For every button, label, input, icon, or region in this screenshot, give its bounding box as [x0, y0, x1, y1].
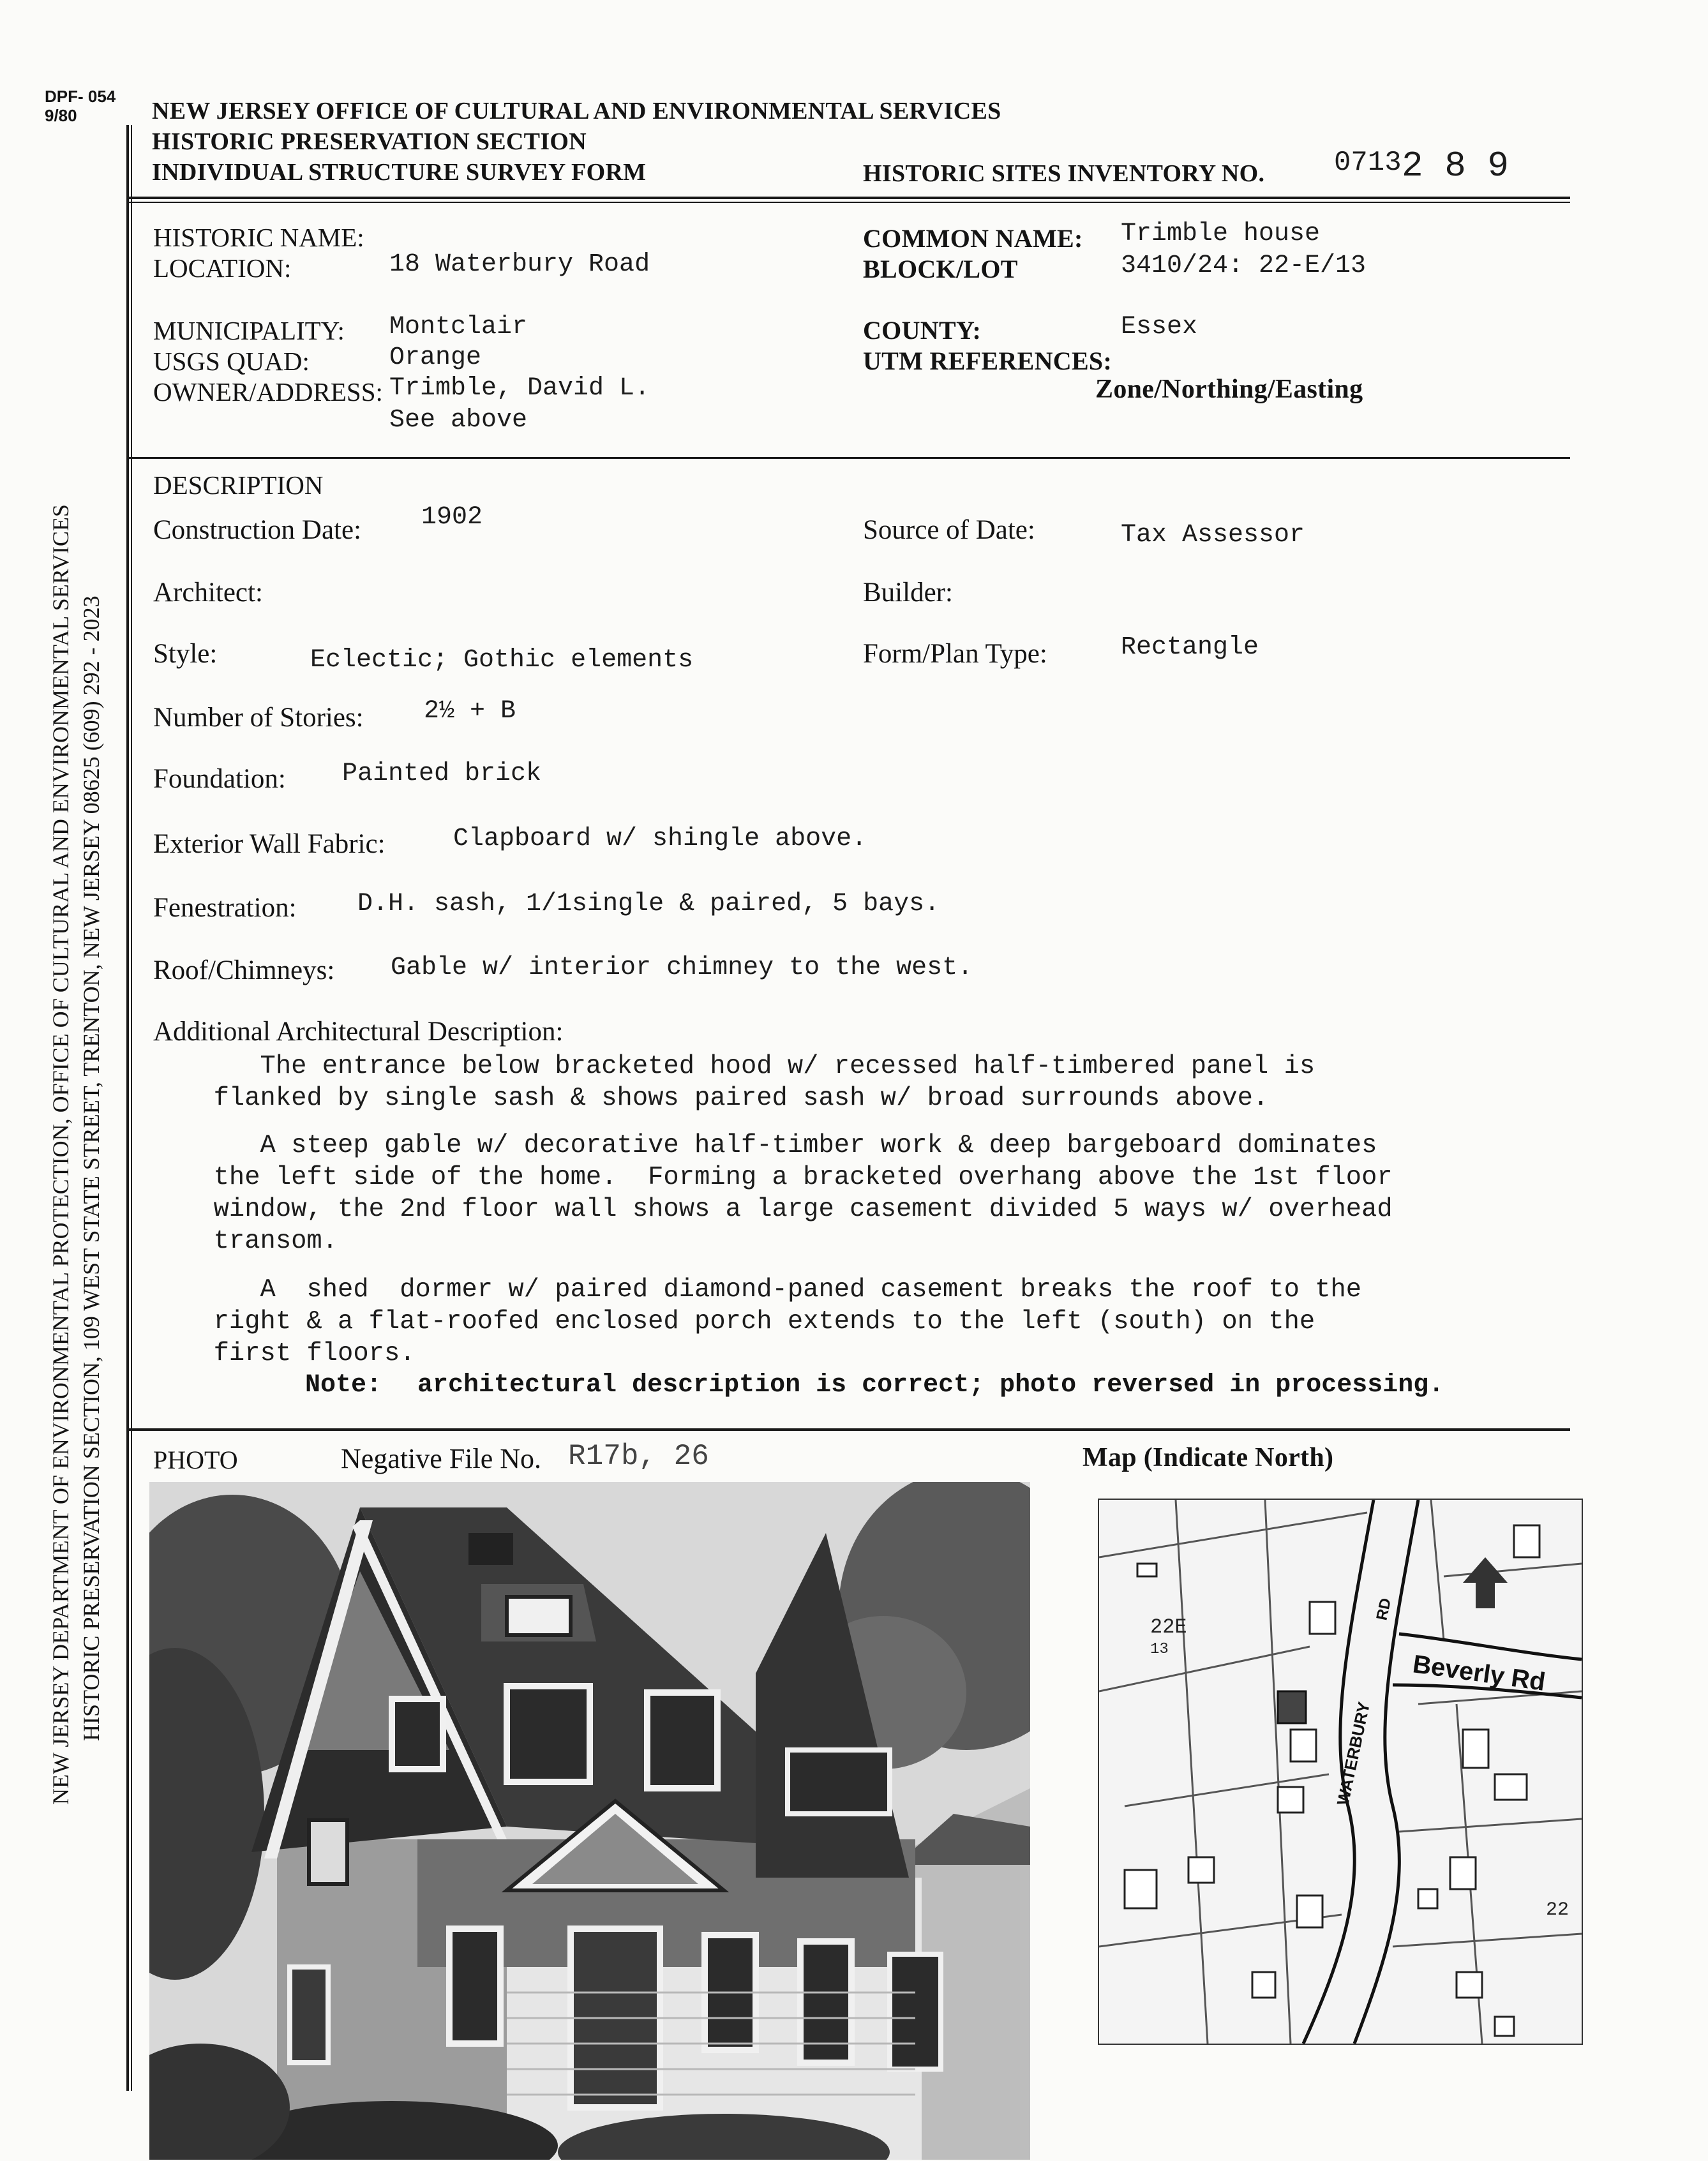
foundation-value: Painted brick	[342, 759, 542, 788]
style-label: Style:	[153, 639, 218, 669]
form-plan-label: Form/Plan Type:	[863, 639, 1047, 669]
owner-value: Trimble, David L.	[389, 374, 650, 403]
architect-label: Architect:	[153, 578, 263, 608]
side-text-line-1: NEW JERSEY DEPARTMENT OF ENVIRONMENTAL PROTECTION, OFFICE OF CULTURAL AND ENVIRONMENTAL SERVICES	[48, 504, 73, 1805]
description-heading: DESCRIPTION	[153, 470, 324, 500]
block-lot-label: BLOCK/LOT	[863, 255, 1018, 283]
municipality-label: MUNICIPALITY:	[153, 316, 345, 345]
waterbury-road-label: WATERBURY	[1333, 1700, 1374, 1807]
inventory-prefix: 0713	[1334, 147, 1402, 179]
lot-label-22: 22	[1546, 1899, 1569, 1921]
construction-date-label: Construction Date:	[153, 515, 362, 545]
description-paragraph-2: A steep gable w/ decorative half-timber work & deep bargeboard dominates the left side of the home. Forming a bracketed overhang above the 1st floor window, the 2nd floor wall shows a large casement divided 5 ways w/ overhead transom.	[213, 1131, 1393, 1256]
historic-name-label: HISTORIC NAME:	[153, 223, 364, 252]
utm-label: UTM REFERENCES:	[863, 347, 1112, 375]
builder-label: Builder:	[863, 578, 953, 608]
agency-line-2: HISTORIC PRESERVATION SECTION	[152, 128, 587, 155]
county-value: Essex	[1121, 313, 1198, 341]
roof-chimneys-label: Roof/Chimneys:	[153, 955, 335, 985]
location-value: 18 Waterbury Road	[389, 250, 650, 279]
roof-chimneys-value: Gable w/ interior chimney to the west.	[391, 953, 973, 982]
style-value: Eclectic; Gothic elements	[310, 646, 694, 675]
photo-section-rule	[126, 1428, 1570, 1431]
form-number: DPF- 054	[45, 87, 116, 106]
form-date: 9/80	[45, 106, 77, 125]
construction-date-value: 1902	[421, 503, 483, 532]
foundation-label: Foundation:	[153, 764, 286, 794]
negative-file-label: Negative File No.	[341, 1443, 542, 1474]
negative-file-value: R17b, 26	[568, 1440, 709, 1473]
description-paragraph-3: A shed dormer w/ paired diamond-paned casement breaks the roof to the right & a flat-roofed enclosed porch extends to the left (south) on the first floors.	[213, 1275, 1362, 1368]
location-label: LOCATION:	[153, 253, 292, 283]
fenestration-label: Fenestration:	[153, 893, 297, 923]
wall-fabric-value: Clapboard w/ shingle above.	[453, 825, 867, 853]
note-text: architectural description is correct; photo reversed in processing.	[417, 1371, 1444, 1400]
agency-line-1: NEW JERSEY OFFICE OF CULTURAL AND ENVIRONMENTAL SERVICES	[152, 98, 1001, 124]
header-rule	[126, 197, 1570, 199]
stories-value: 2½ + B	[424, 697, 516, 726]
beverly-road-label: Beverly Rd	[1411, 1650, 1547, 1696]
common-name-value: Trimble house	[1121, 220, 1321, 248]
inventory-number: 2 8 9	[1402, 146, 1509, 186]
photo-label: PHOTO	[153, 1446, 238, 1474]
source-of-date-value: Tax Assessor	[1121, 521, 1305, 550]
owner-label: OWNER/ADDRESS:	[153, 377, 383, 407]
note-label: Note:	[305, 1371, 382, 1400]
common-name-label: COMMON NAME:	[863, 224, 1083, 253]
block-lot-value: 3410/24: 22-E/13	[1121, 251, 1367, 280]
usgs-quad-value: Orange	[389, 343, 482, 372]
site-map	[1098, 1499, 1583, 2045]
additional-description-label: Additional Architectural Description:	[153, 1017, 564, 1047]
stories-label: Number of Stories:	[153, 703, 364, 733]
header-rule-inner	[126, 202, 1570, 203]
map-label: Map (Indicate North)	[1082, 1443, 1334, 1472]
owner-address-value: See above	[389, 406, 528, 435]
wall-fabric-label: Exterior Wall Fabric:	[153, 829, 386, 859]
description-paragraph-1: The entrance below bracketed hood w/ recessed half-timbered panel is flanked by single sash & shows paired sash w/ broad surrounds above.	[213, 1052, 1315, 1113]
side-text-line-2: HISTORIC PRESERVATION SECTION, 109 WEST STATE STREET, TRENTON, NEW JERSEY 08625 (609) 292 - 2023	[79, 595, 104, 1741]
form-code	[45, 87, 116, 125]
house-photo-illustration	[149, 1482, 1030, 2160]
site-map-illustration	[1099, 1500, 1582, 2044]
form-plan-value: Rectangle	[1121, 633, 1259, 662]
fenestration-value: D.H. sash, 1/1single & paired, 5 bays.	[357, 890, 940, 918]
source-of-date-label: Source of Date:	[863, 515, 1035, 545]
waterbury-road-abbr: RD	[1373, 1596, 1395, 1622]
identification-rule	[126, 457, 1570, 459]
left-margin-rule	[126, 125, 129, 2091]
lot-label-22e: 22E	[1150, 1615, 1187, 1639]
left-margin-rule-inner	[131, 125, 132, 2091]
lot-label-13: 13	[1150, 1641, 1169, 1658]
form-title: INDIVIDUAL STRUCTURE SURVEY FORM	[152, 159, 647, 186]
utm-sub-label: Zone/Northing/Easting	[1095, 375, 1363, 404]
house-photo	[149, 1482, 1030, 2160]
inventory-label: HISTORIC SITES INVENTORY NO.	[863, 160, 1265, 187]
usgs-quad-label: USGS QUAD:	[153, 347, 310, 376]
municipality-value: Montclair	[389, 313, 528, 341]
county-label: COUNTY:	[863, 316, 982, 345]
